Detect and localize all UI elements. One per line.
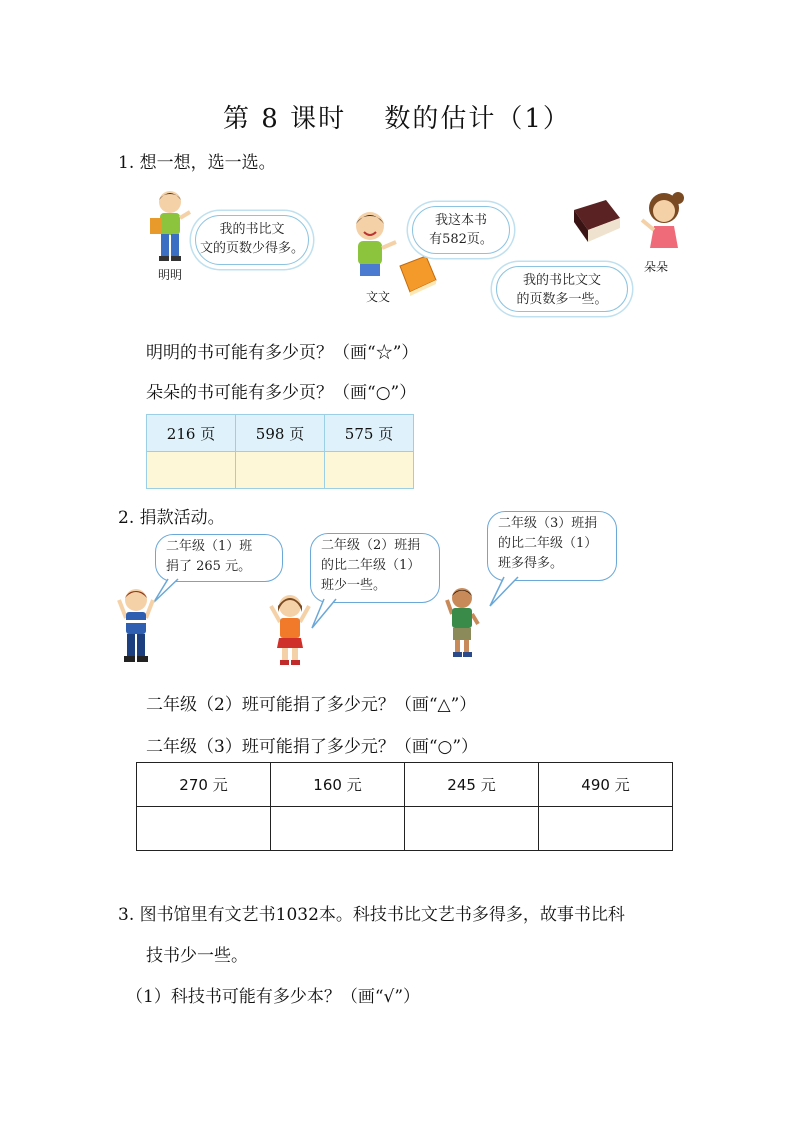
class3-speech-line3: 班多得多。 [498,556,564,571]
class2-speech-line1: 二年级（2）班捐 [321,538,421,553]
answer-cell[interactable] [147,452,236,489]
option-cell: 160 元 [271,763,405,807]
q1-question-b: 朵朵的书可能有多少页？（画“○”） [146,383,417,403]
q1-heading: 1. 想一想，选一选。 [118,153,276,173]
option-cell: 598 页 [236,415,325,452]
wenwen-speech-line1: 我这本书 [434,213,487,228]
answer-cell[interactable] [325,452,414,489]
class2-speech-bubble [310,533,440,603]
duoduo-speech-line2: 的页数多一些。 [516,292,608,307]
duoduo-name: 朵朵 [644,260,669,274]
book-icon [396,252,440,296]
class1-speech-bubble [155,534,283,582]
q1-question-a: 明明的书可能有多少页？（画“☆”） [146,343,419,363]
q3-heading-line1: 3. 图书馆里有文艺书1032本。科技书比文艺书多得多，故事书比科 [118,905,625,925]
option-cell: 490 元 [539,763,673,807]
wenwen-name: 文文 [366,290,391,304]
class2-speech-line2: 的比二年级（1） [321,558,421,573]
mingming-speech-bubble [195,215,309,265]
q1-options-table [146,414,414,489]
bubble-tail [484,576,528,608]
boy-class1-figure [116,586,158,666]
class3-speech-bubble [487,511,617,581]
q3-heading-line2: 技书少一些。 [146,946,248,966]
class1-speech-line2: 捐了 265 元。 [166,559,252,574]
class1-speech-line1: 二年级（1）班 [166,539,253,554]
duoduo-speech-bubble [496,266,628,312]
mingming-name: 明明 [158,268,183,282]
answer-cell[interactable] [137,807,271,851]
table-row [147,415,414,452]
page-title: 第 8 课时 数的估计（1） [223,104,571,134]
wenwen-speech-bubble [412,206,510,254]
girl-class2-figure [268,592,312,668]
duoduo-figure [636,190,688,258]
option-cell: 575 页 [325,415,414,452]
option-cell: 245 元 [405,763,539,807]
mingming-speech-line1: 我的书比文 [219,222,285,237]
class2-speech-line3: 班少一些。 [321,578,387,593]
class3-speech-line1: 二年级（3）班捐 [498,516,598,531]
option-cell: 270 元 [137,763,271,807]
table-row [147,452,414,489]
bubble-tail [306,598,346,630]
answer-cell[interactable] [539,807,673,851]
q2-question-a: 二年级（2）班可能捐了多少元？（画“△”） [146,695,477,715]
wenwen-speech-line2: 有582页。 [429,232,493,247]
q2-options-table [136,762,673,851]
class3-speech-line2: 的比二年级（1） [498,536,598,551]
table-row [137,807,673,851]
thick-book-icon [570,198,622,244]
q3-sub-question-1: （1）科技书可能有多少本？（画“√”） [126,987,421,1007]
answer-cell[interactable] [271,807,405,851]
q2-heading: 2. 捐款活动。 [118,508,225,528]
mingming-speech-line2: 文的页数少得多。 [199,241,304,256]
table-row [137,763,673,807]
option-cell: 216 页 [147,415,236,452]
wenwen-figure [348,208,400,280]
mingming-figure [148,188,198,266]
duoduo-speech-line1: 我的书比文文 [522,273,601,288]
boy-class3-figure [444,586,484,662]
answer-cell[interactable] [405,807,539,851]
q2-question-b: 二年级（3）班可能捐了多少元？（画“○”） [146,737,479,757]
answer-cell[interactable] [236,452,325,489]
